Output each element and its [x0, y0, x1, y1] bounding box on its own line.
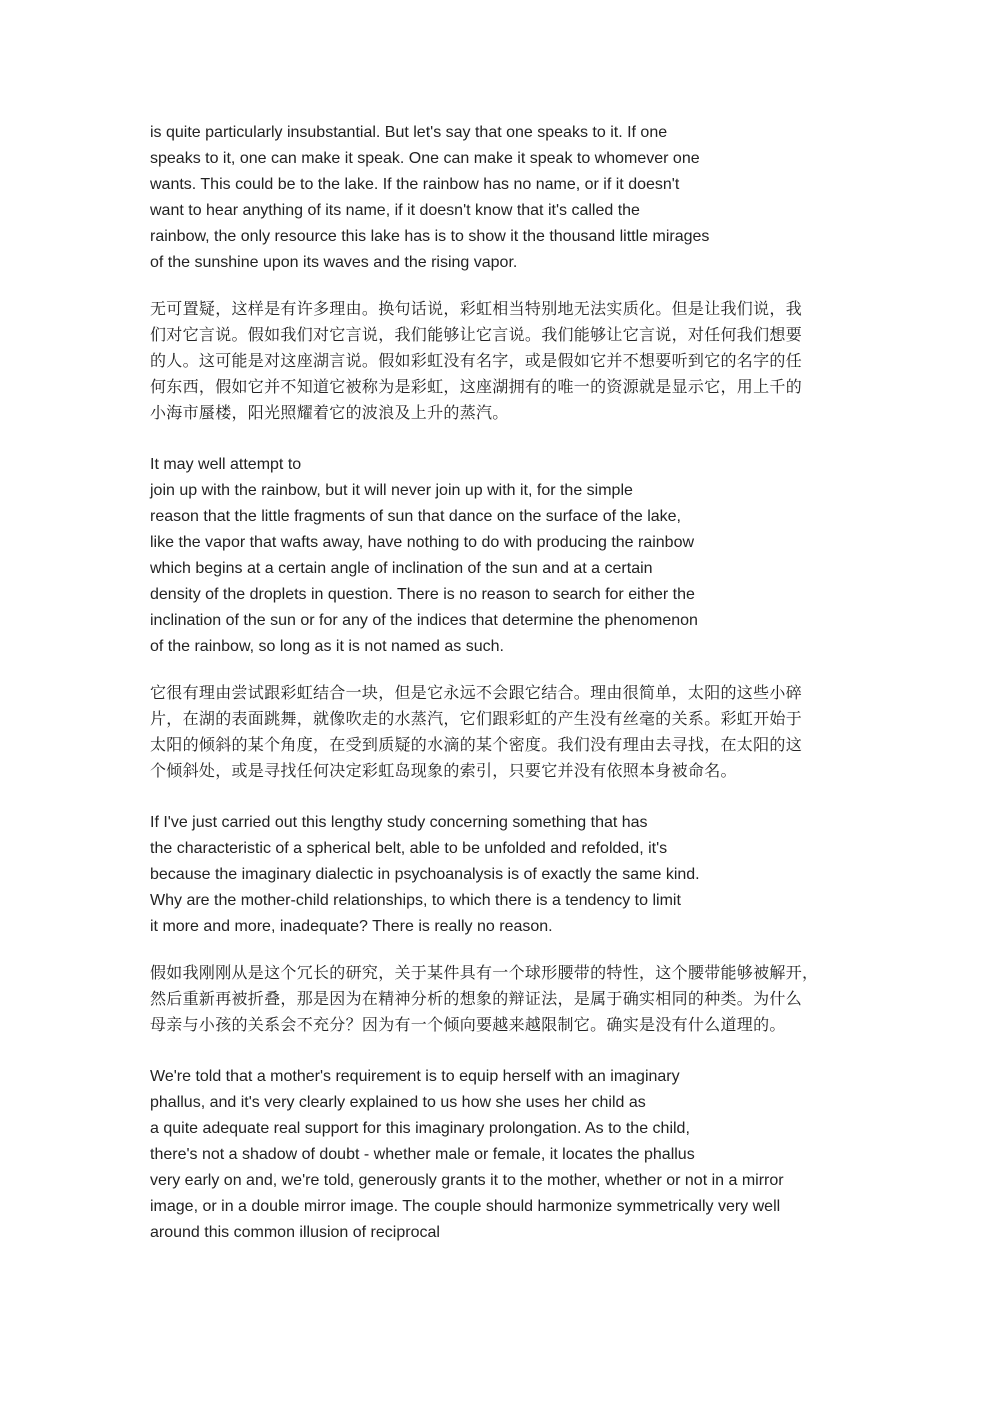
paragraph-gap [150, 1038, 850, 1064]
text-line: inclination of the sun or for any of the indices that determine the phenomenon [150, 612, 698, 629]
text-line: wants. This could be to the lake. If the rainbow has no name, or if it doesn't [150, 176, 680, 193]
paragraph-gap [150, 426, 850, 452]
paragraph-english-1 [150, 120, 850, 276]
text-line: of the sunshine upon its waves and the rising vapor. [150, 254, 518, 271]
text-line: rainbow, the only resource this lake has is to show it the thousand little mirages [150, 228, 710, 245]
paragraph-gap [150, 784, 850, 810]
text-line: reason that the little fragments of sun that dance on the surface of the lake, [150, 508, 681, 525]
text-line: 无可置疑，这样是有许多理由。换句话说，彩虹相当特别地无法实质化。但是让我们说，我 [150, 299, 803, 318]
text-line: 们对它言说。假如我们对它言说，我们能够让它言说。我们能够让它言说，对任何我们想要 [150, 325, 803, 344]
paragraph-english-3 [150, 810, 850, 940]
text-line: there's not a shadow of doubt - whether male or female, it locates the phallus [150, 1146, 695, 1163]
text-line: 太阳的倾斜的某个角度，在受到质疑的水滴的某个密度。我们没有理由去寻找，在太阳的这 [150, 735, 803, 754]
text-line: 然后重新再被折叠，那是因为在精神分析的想象的辩证法，是属于确实相同的种类。为什么 [150, 989, 803, 1008]
paragraph-chinese-3 [150, 960, 850, 1038]
paragraph-english-4 [150, 1064, 850, 1246]
text-line: very early on and, we're told, generously grants it to the mother, whether or not in a mirror [150, 1172, 784, 1189]
text-line: it more and more, inadequate? There is really no reason. [150, 918, 553, 935]
text-line: the characteristic of a spherical belt, able to be unfolded and refolded, it's [150, 840, 668, 857]
text-line: We're told that a mother's requirement is to equip herself with an imaginary [150, 1068, 680, 1085]
text-line: Why are the mother-child relationships, to which there is a tendency to limit [150, 892, 681, 909]
text-line: want to hear anything of its name, if it doesn't know that it's called the [150, 202, 640, 219]
text-line: image, or in a double mirror image. The couple should harmonize symmetrically very well [150, 1198, 781, 1215]
text-line: like the vapor that wafts away, have nothing to do with producing the rainbow [150, 534, 695, 551]
text-line: 片，在湖的表面跳舞，就像吹走的水蒸汽，它们跟彩虹的产生没有丝毫的关系。彩虹开始于 [150, 709, 803, 728]
text-line: is quite particularly insubstantial. But let's say that one speaks to it. If one [150, 124, 668, 141]
paragraph-gap [150, 276, 850, 296]
text-line: 的人。这可能是对这座湖言说。假如彩虹没有名字，或是假如它并不想要听到它的名字的任 [150, 351, 803, 370]
text-line: which begins at a certain angle of inclination of the sun and at a certain [150, 560, 653, 577]
paragraph-chinese-1 [150, 296, 850, 426]
document-page [150, 120, 850, 1246]
text-line: density of the droplets in question. There is no reason to search for either the [150, 586, 695, 603]
paragraph-gap [150, 940, 850, 960]
text-line: 个倾斜处，或是寻找任何决定彩虹岛现象的索引，只要它并没有依照本身被命名。 [150, 761, 737, 780]
text-line: speaks to it, one can make it speak. One can make it speak to whomever one [150, 150, 700, 167]
text-line: phallus, and it's very clearly explained to us how she uses her child as [150, 1094, 646, 1111]
paragraph-gap [150, 660, 850, 680]
text-line: It may well attempt to [150, 456, 302, 473]
paragraph-english-2 [150, 452, 850, 660]
text-line: of the rainbow, so long as it is not named as such. [150, 638, 504, 655]
text-line: a quite adequate real support for this imaginary prolongation. As to the child, [150, 1120, 690, 1137]
text-line: join up with the rainbow, but it will never join up with it, for the simple [150, 482, 633, 499]
text-line: 母亲与小孩的关系会不充分？因为有一个倾向要越来越限制它。确实是没有什么道理的。 [150, 1015, 786, 1034]
text-line: If I've just carried out this lengthy study concerning something that has [150, 814, 648, 831]
text-line: 假如我刚刚从是这个冗长的研究，关于某件具有一个球形腰带的特性，这个腰带能够被解开， [150, 963, 819, 982]
text-line: 何东西，假如它并不知道它被称为是彩虹，这座湖拥有的唯一的资源就是显示它，用上千的 [150, 377, 803, 396]
paragraph-chinese-2 [150, 680, 850, 784]
text-line: 小海市蜃楼，阳光照耀着它的波浪及上升的蒸汽。 [150, 403, 509, 422]
text-line: around this common illusion of reciprocal [150, 1224, 440, 1241]
text-line: 它很有理由尝试跟彩虹结合一块，但是它永远不会跟它结合。理由很简单，太阳的这些小碎 [150, 683, 803, 702]
text-line: because the imaginary dialectic in psychoanalysis is of exactly the same kind. [150, 866, 700, 883]
